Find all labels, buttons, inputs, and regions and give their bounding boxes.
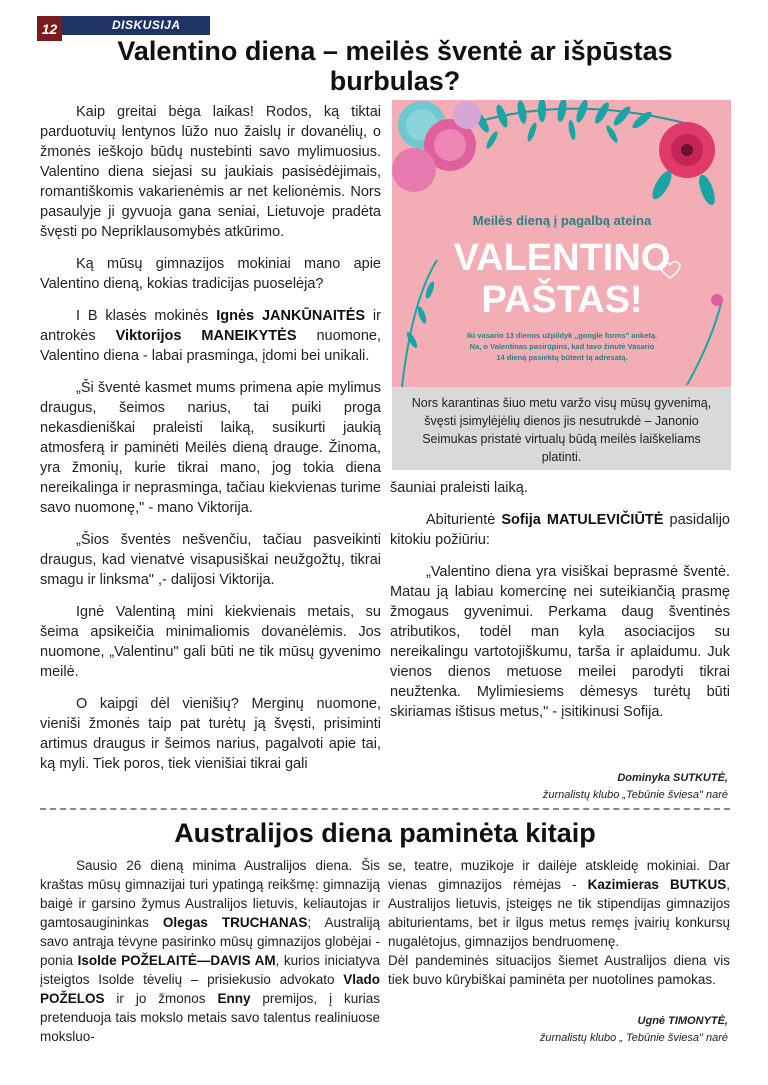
author-role: žurnalistų klubo „Tebūnie šviesa" narė — [542, 789, 728, 801]
author-byline — [390, 770, 728, 804]
student-name: Ignės JANKŪNAITĖS — [216, 308, 366, 324]
paragraph: Ignė Valentiną mini kiekvienais metais, su šeima apsikeičia minimaliomis dovanėlėmis. Jos nuomone, „Valentinu" gali būti ne tik mūsų gyvenimo meilė. — [40, 604, 381, 680]
svg-text:14 dieną pasiektų būtent tą ad: 14 dieną pasiektų būtent tą adresatą. — [496, 353, 628, 362]
author-role: žurnalistų klubo „ Tebūnie šviesa" narė — [539, 1032, 728, 1044]
article-title: Valentino diena – meilės šventė ar išpūstas burbulas? — [117, 36, 673, 96]
article-right-column — [390, 478, 730, 734]
paragraph: Sausio 26 dieną minima Australijos diena. Šis kraštas mūsų gimnazijai turi ypatingą reikšmę: gimnaziją baigė ir garsino žymus Australijos lietuvis, keliautojas ir gamtosaugininkas Olegas TRUCHANAS; Australiją savo antrąja tėvyne pasirinko mūsų gimnazijos globėjai - ponia Isolde POŽELAITĖ—DAVIS AM, kurios iniciatyva įsteigtos Isolde tėvelių – prisiekusio advokato Vlado POŽELOS ir jo žmonos Enny premijos, į kurias pretenduoja tais mokslo metais savo talentus realiniuose moksluo- — [40, 858, 380, 1044]
svg-text:VALENTINO: VALENTINO — [453, 237, 671, 279]
author-byline — [390, 1013, 728, 1047]
svg-text:Iki vasario 13 dienos užpildyk: Iki vasario 13 dienos užpildyk „google forms" anketą. — [466, 331, 658, 340]
paragraph: Abiturientė Sofija MATULEVIČIŪTĖ pasidalijo kitokiu požiūriu: — [390, 512, 730, 548]
person-name: Enny — [217, 991, 251, 1006]
paragraph: se, teatre, muzikoje ir dailėje atskleidę mokiniai. Dar vienas gimnazijos rėmėjas - Kazimieras BUTKUS, Australijos lietuvis, įsteigęs ne tik stipendijas gimnazijos abiturientams, bet ir ilgus metus remęs įvairių konkursų nugalėtojus, gimnazijos bendruomenę. — [388, 858, 731, 949]
article-left-column — [40, 102, 381, 786]
svg-text:PAŠTAS!: PAŠTAS! — [481, 279, 643, 321]
person-name: Kazimieras BUTKUS — [587, 877, 727, 892]
paragraph: O kaipgi dėl vienišių? Merginų nuomone, vieniši žmonės taip pat turėtų ją švęsti, prisiminti artimus draugus ir šeimos narius, pagalvoti apie tai, ką myli. Tiek poros, tiek vienišiai tikrai gali — [40, 696, 381, 772]
svg-text:Meilės dieną į pagalbą ateina: Meilės dieną į pagalbą ateina — [472, 213, 652, 228]
student-name: Viktorijos MANEIKYTĖS — [115, 328, 297, 344]
person-name: Olegas TRUCHANAS — [162, 915, 308, 930]
valentine-poster-image — [392, 100, 731, 387]
paragraph: Ką mūsų gimnazijos mokiniai mano apie Valentino dieną, kokias tradicijas puoselėja? — [40, 256, 381, 292]
article-left-column — [40, 856, 380, 1046]
image-caption: Nors karantinas šiuo metu varžo visų mūsų gyvenimą, švęsti įsimylėjėlių dienos jis nesutrukdė – Janonio Seimukas pristatė virtualų būdą meilės laiškeliams platinti. — [392, 387, 731, 470]
paragraph: Kaip greitai bėga laikas! Rodos, ką tiktai parduotuvių lentynos lūžo nuo žaislų ir dovanėlių, o žmonės ieškojo būdų nustebinti savo mylimuosius. Valentino diena siejasi su jaukiais pasisėdėjimais, romantiškomis vakarienėmis ar net kelionėmis. Nors pasaulyje ji gyvuoja gana seniai, Lietuvoje pradėta švęsti po Nepriklausomybės atkūrimo. — [40, 104, 381, 240]
article-title: Australijos diena paminėta kitaip — [174, 818, 596, 848]
paragraph: „Šios šventės nešvenčiu, tačiau pasveikinti draugus, kad vienatvė visapusiškai neužgožtų, tikrai smagu ir linksma" ,- dalijosi Viktorija. — [40, 532, 381, 588]
student-name: Sofija MATULEVIČIŪTĖ — [501, 512, 664, 528]
paragraph: „Ši šventė kasmet mums primena apie mylimus draugus, šeimos narius, tai puiki proga nekasdieniškai praleisti laiką, susikurti jaukią atmosferą ir paminėti Meilės dieną drauge. Žinoma, yra žmonių, kurie tikrai mano, jog tokia diena nereikalinga ir neprasminga, tačiau kiekvienas turime savo nuomonę," - mano Viktorija. — [40, 380, 381, 516]
page-number: 12 — [37, 16, 62, 41]
svg-text:Na, o Valentinas pasirūpins, k: Na, o Valentinas pasirūpins, kad tavo žinutė Vasario — [469, 342, 655, 351]
author-name: Ugnė TIMONYTĖ, — [637, 1015, 728, 1027]
section-divider — [40, 808, 730, 810]
person-name: Isolde POŽELAITĖ—DAVIS AM — [77, 953, 276, 968]
section-label: DISKUSIJA — [62, 16, 210, 35]
paragraph: Dėl pandeminės situacijos šiemet Australijos diena vis tiek buvo kūrybiškai paminėta per nuotolines pamokas. — [388, 953, 730, 987]
paragraph: šauniai praleisti laiką. — [390, 480, 528, 496]
paragraph: „Valentino diena yra visiškai beprasmė šventė. Matau ją labiau komercinę nei suteikiančią prasmę žmogaus gyvenimui. Perkama daug šventinės atributikos, todėl man kyla asociacijos su nereikalingu vartotojiškumu, tarša ir aplaidumu. Juk vienos dienos metuose meilei parodyti tikrai neužtenka. Mylimiesiems dėmesys turėtų būti skiriamas ištisus metus," - įsitikinusi Sofija. — [390, 564, 730, 720]
person-name: Vlado POŽELOS — [40, 972, 380, 1006]
article-right-column — [388, 856, 730, 989]
paragraph: I B klasės mokinės Ignės JANKŪNAITĖS ir antrokės Viktorijos MANEIKYTĖS nuomone, Valentino diena - labai prasminga, įdomi bei unikali. — [40, 308, 381, 364]
author-name: Dominyka SUTKUTĖ, — [617, 772, 728, 784]
